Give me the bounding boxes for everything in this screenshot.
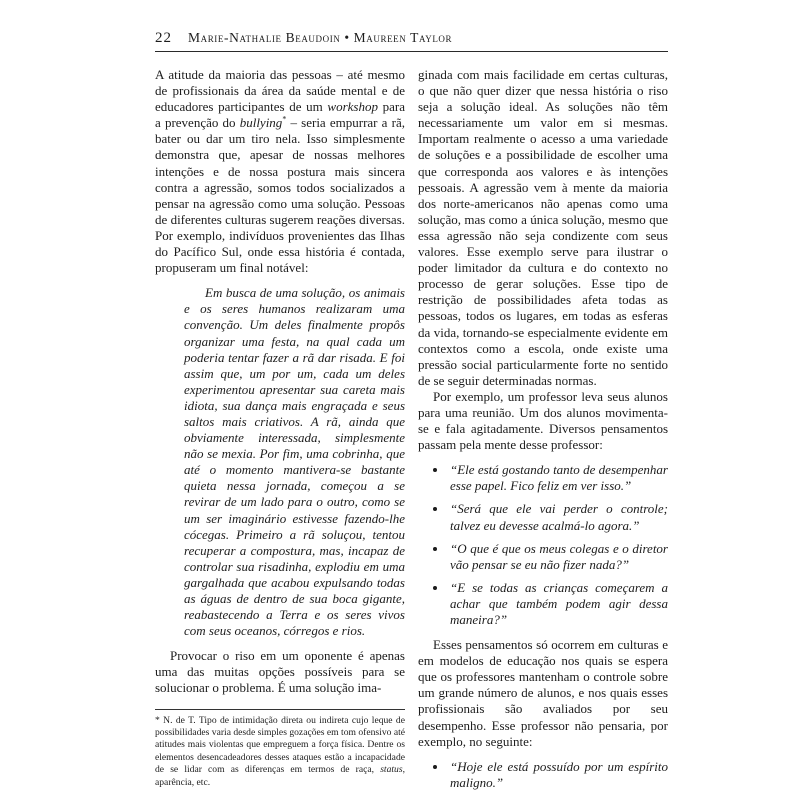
paragraph-text: para a prevenção do <box>155 99 405 131</box>
list-item <box>448 580 668 628</box>
list-item <box>448 759 668 791</box>
block-quote: Em busca de uma solução, os animais e os seres humanos realizaram uma convenção. Um deles finalmente propôs organizar uma festa, na qual cada um poderia tentar fazer a rã dar risada. E foi assim que, um por um, cada um deles experimentou apresentar sua careta mais idiota, sua dança mais engraçada e seus saltos mais criativos. A rã, ainda que obviamente interessada, simplesmente não se mexia. Por fim, uma cobrinha, que até o momento mantivera-se bastante quieta nessa jornada, começou a se revirar de um lado para o outro, como se um ser imaginário estivesse fazendo-lhe cócegas. Primeiro a rã soluçou, tentou recuperar a compostura, mas, incapaz de controlar sua risadinha, explodiu em uma gargalhada que acabou expulsando todas as águas de dentro de sua boca gigante, reabastecendo a Terra e os seres vivos com seus oceanos, córregos e rios. <box>184 285 405 639</box>
footnote-part: * N. de T. Tipo de intimidação direta ou indireta cujo leque de possibilidades varia desde simples gozações em tom ofensivo até atitudes mais violentas que empreguem a força física. Dentre os elementos desencadeadores desses ataques estão a incapacidade de se lidar com as diferenças em termos de raça, <box>155 714 405 776</box>
page-content <box>155 30 668 800</box>
bullet-text: “Será que ele vai perder o controle; talvez eu devesse acalmá-lo agora.” <box>450 501 668 533</box>
bullet-text: “Hoje ele está possuído por um espírito maligno.” <box>450 758 668 790</box>
bullet-text: “Ele está gostando tanto de desempenhar esse papel. Fico feliz em ver isso.” <box>450 462 668 494</box>
footnote-marker: * <box>282 114 287 124</box>
paragraph-conclusion: Esses pensamentos só ocorrem em culturas e em modelos de educação nos quais se espera que os professores mantenham o controle sobre um grande número de alunos, e nos quais esses profissionais são avaliados por seu desempenho. Esse professor não pensaria, por exemplo, no seguinte: <box>418 637 668 749</box>
left-column <box>155 67 405 800</box>
bullet-text: “O que é que os meus colegas e o diretor vão pensar se eu não fizer nada?” <box>450 540 668 572</box>
paragraph-provocar: Provocar o riso em um oponente é apenas uma das muitas opções possíveis para se solucionar o problema. É uma solução ima- <box>155 648 405 696</box>
italic-term-bullying: bullying <box>239 115 283 131</box>
running-head-authors: Marie-Nathalie Beaudoin • Maureen Taylor <box>188 30 453 45</box>
list-item <box>448 501 668 533</box>
translator-footnote <box>155 709 405 789</box>
italic-term-workshop: workshop <box>327 99 378 115</box>
footnote-rule <box>155 709 405 710</box>
list-item <box>448 541 668 573</box>
running-head <box>155 30 668 52</box>
bullet-text: “E se todas as crianças começarem a achar que também podem agir dessa maneira?” <box>450 579 668 627</box>
footnote-part: , aparência, etc. <box>155 764 405 788</box>
page-number: 22 <box>155 30 172 46</box>
paragraph-professor-example: Por exemplo, um professor leva seus alunos para uma reunião. Um dos alunos movimenta-se e fala agitadamente. Diversos pensamentos passam pela mente desse professor: <box>418 388 668 453</box>
paragraph-intro <box>155 67 405 276</box>
paragraph-text: A atitude da maioria das pessoas – até mesmo de profissionais da área da saúde mental e de educadores participantes de um <box>155 67 405 115</box>
two-column-text <box>155 67 668 800</box>
italic-term-status: status <box>380 764 403 776</box>
right-column <box>418 67 668 800</box>
list-item <box>448 462 668 494</box>
paragraph-continuation: ginada com mais facilidade em certas culturas, o que não quer dizer que nessa história o riso seja a solução ideal. As soluções não têm necessariamente um valor em si mesmas. Importam realmente o acesso a uma variedade de soluções e a possibilidade de escolher uma que corresponda aos valores e às intenções pessoais. A agressão vem à mente da maioria dos norte-americanos não apenas como uma solução, mas como a única solução, mesmo que essa agressão não seja condizente com seus valores. Esse exemplo serve para ilustrar o poder limitador da cultura e do contexto no processo de gerar soluções. Esse tipo de restrição de possibilidades afeta todas as pessoas, todos os lugares, em todas as esferas da vida, tornando-se especialmente evidente em contextos como a escola, onde existe uma pressão social particularmente forte no sentido de se seguir determinadas normas. <box>418 67 668 388</box>
paragraph-text: – seria empurrar a rã, bater ou dar um tiro nela. Isso simplesmente demonstra que, apesar de nossas melhores intenções e de nossa postura mais sincera contra a agressão, somos todos socializados a pensar na agressão como uma solução. Pessoas de diferentes culturas sugerem reações diversas. Por exemplo, indivíduos provenientes das Ilhas do Pacífico Sul, onde essa história é contada, propuseram um final notável: <box>155 115 405 276</box>
final-bullet-list <box>418 759 668 791</box>
thought-bullet-list <box>418 462 668 628</box>
footnote-text <box>155 715 405 789</box>
